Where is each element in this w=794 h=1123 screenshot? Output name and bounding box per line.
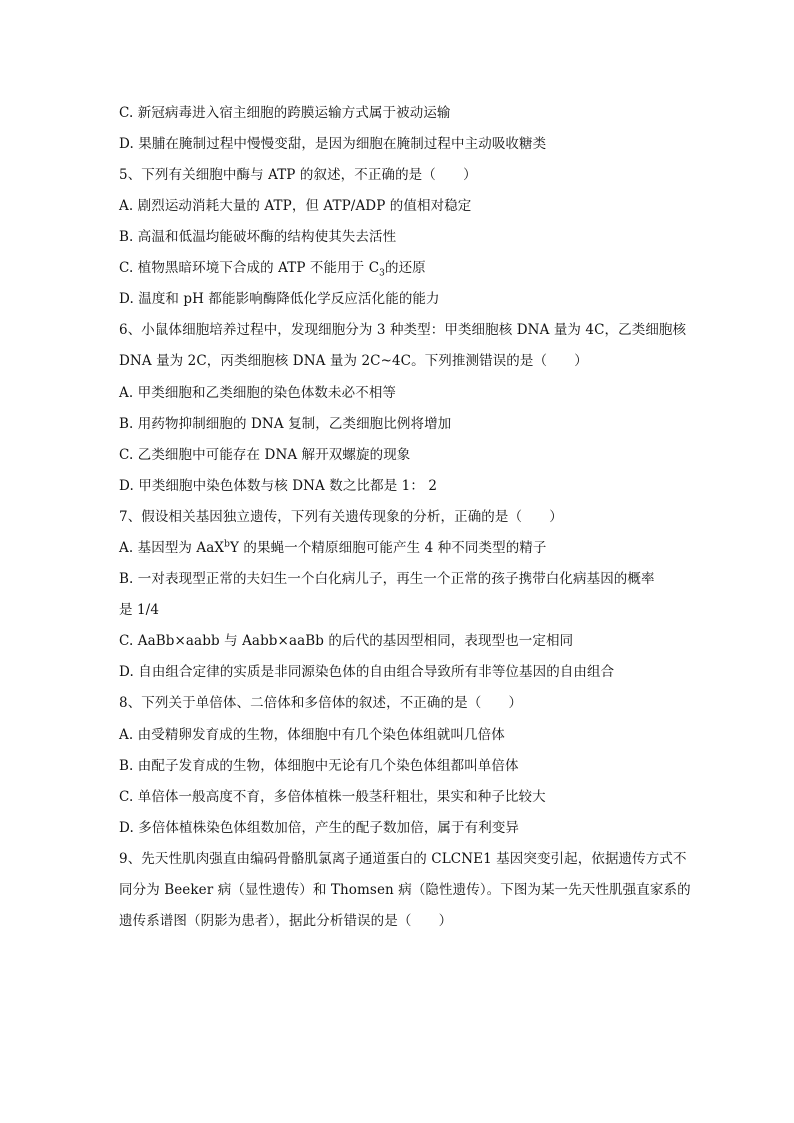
q7-stem: 7、假设相关基因独立遗传，下列有关遗传现象的分析，正确的是（ ） — [119, 509, 563, 525]
q5-option-c-text: C. 植物黑暗环境下合成的 ATP 不能用于 C — [119, 260, 380, 276]
q5-option-b: B. 高温和低温均能破坏酶的结构使其失去活性 — [119, 229, 397, 245]
q6-stem-line2: DNA 量为 2C，丙类细胞核 DNA 量为 2C~4C。下列推测错误的是（ ） — [119, 353, 588, 369]
q8-option-b: B. 由配子发育成的生物，体细胞中无论有几个染色体组都叫单倍体 — [119, 758, 519, 774]
q6-stem-line1: 6、小鼠体细胞培养过程中，发现细胞分为 3 种类型：甲类细胞核 DNA 量为 4C，乙类细胞核 — [119, 322, 687, 338]
q5-option-c — [119, 259, 679, 277]
q8-option-c: C. 单倍体一般高度不育，多倍体植株一般茎秆粗壮，果实和种子比较大 — [119, 789, 546, 805]
q7-option-a-tail: Y 的果蝇一个精原细胞可能产生 4 种不同类型的精子 — [230, 540, 547, 556]
q5-option-c-tail: 的还原 — [384, 260, 426, 276]
q5-option-a: A. 剧烈运动消耗大量的 ATP，但 ATP/ADP 的值相对稳定 — [119, 198, 472, 214]
q4-option-d: D. 果脯在腌制过程中慢慢变甜，是因为细胞在腌制过程中主动吸收糖类 — [119, 136, 547, 152]
q8-stem: 8、下列关于单倍体、二倍体和多倍体的叙述，不正确的是（ ） — [119, 695, 523, 711]
q7-option-a-text: A. 基因型为 AaX — [119, 540, 225, 556]
q6-option-a: A. 甲类细胞和乙类细胞的染色体数未必不相等 — [119, 385, 397, 401]
q5-option-c-subscript: 3 — [379, 268, 385, 279]
q7-option-a — [119, 539, 679, 557]
q9-stem-line3: 遗传系谱图（阴影为患者），据此分析错误的是（ ） — [119, 913, 453, 929]
q6-option-c: C. 乙类细胞中可能存在 DNA 解开双螺旋的现象 — [119, 447, 411, 463]
q5-option-d: D. 温度和 pH 都能影响酶降低化学反应活化能的能力 — [119, 291, 440, 307]
q5-stem: 5、下列有关细胞中酶与 ATP 的叙述，不正确的是（ ） — [119, 167, 477, 183]
q7-option-b-line2: 是 1/4 — [119, 602, 160, 618]
q8-option-a: A. 由受精卵发育成的生物，体细胞中有几个染色体组就叫几倍体 — [119, 727, 505, 743]
q4-option-c: C. 新冠病毒进入宿主细胞的跨膜运输方式属于被动运输 — [119, 105, 451, 121]
q7-option-a-superscript: b — [224, 539, 231, 550]
q6-option-b: B. 用药物抑制细胞的 DNA 复制，乙类细胞比例将增加 — [119, 416, 452, 432]
q7-option-d: D. 自由组合定律的实质是非同源染色体的自由组合导致所有非等位基因的自由组合 — [119, 664, 615, 680]
q9-stem-line1: 9、先天性肌肉强直由编码骨骼肌氯离子通道蛋白的 CLCNE1 基因突变引起，依据遗传方式不 — [119, 851, 687, 867]
q7-option-b-line1: B. 一对表现型正常的夫妇生一个白化病儿子，再生一个正常的孩子携带白化病基因的概率 — [119, 571, 655, 587]
q7-option-c: C. AaBb×aabb 与 Aabb×aaBb 的后代的基因型相同，表现型也一定相同 — [119, 633, 574, 649]
q6-option-d: D. 甲类细胞中染色体数与核 DNA 数之比都是 1： 2 — [119, 478, 438, 494]
q8-option-d: D. 多倍体植株染色体组数加倍，产生的配子数加倍，属于有利变异 — [119, 820, 520, 836]
q9-stem-line2: 同分为 Beeker 病（显性遗传）和 Thomsen 病（隐性遗传）。下图为某一先天性肌强直家系的 — [119, 882, 691, 898]
